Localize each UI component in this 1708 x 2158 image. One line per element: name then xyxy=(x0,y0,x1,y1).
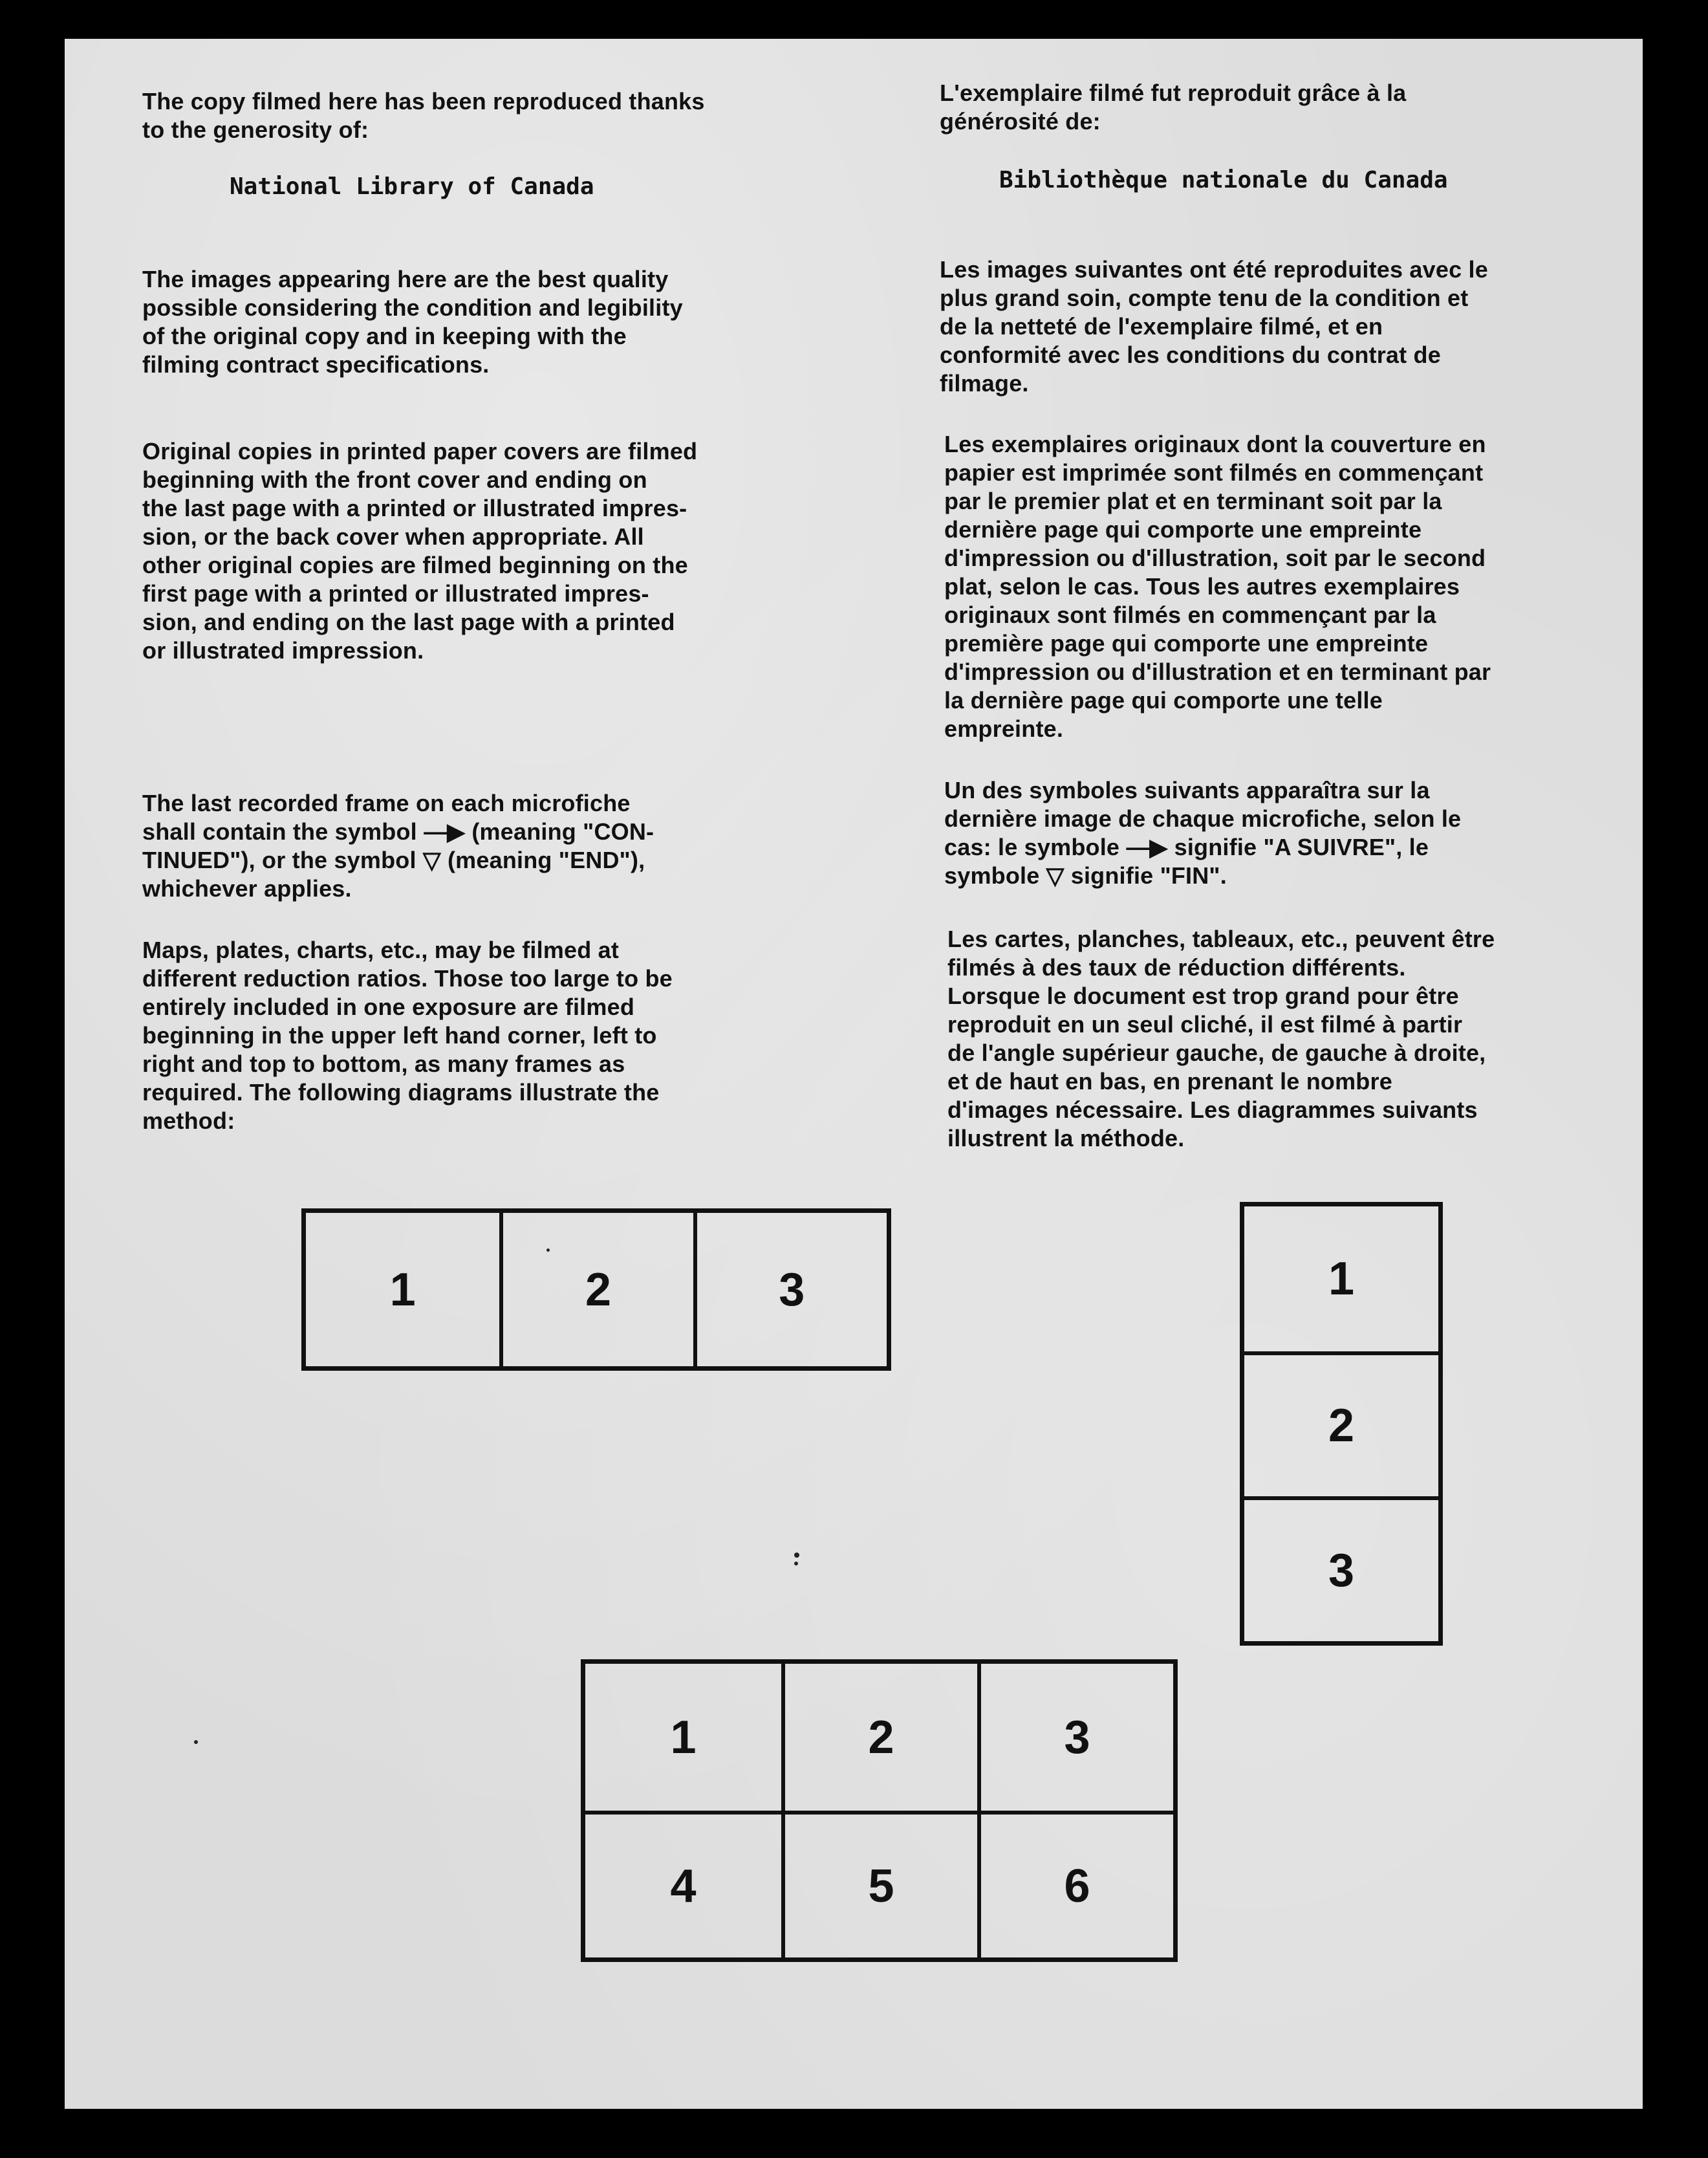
diagram-grid-frames xyxy=(581,1659,1178,1962)
right-institution: Bibliothèque nationale du Canada xyxy=(999,167,1448,193)
right-intro: L'exemplaire filmé fut reproduit grâce à la générosité de: xyxy=(940,80,1407,135)
left-institution: National Library of Canada xyxy=(230,173,594,200)
right-maps-paragraph: Les cartes, planches, tableaux, etc., peuvent être filmés à des taux de réduction différents. Lorsque le document est trop grand pour être reproduit en un seul cliché, il est filmé à partir de l'angle supérieur gauche, de gauche à droite, et de haut en bas, en prenant le nombre d'images nécessaire. Les diagrammes suivants illustrent la méthode. xyxy=(947,926,1495,1151)
dust-speck xyxy=(546,1248,550,1252)
frame-cell: 3 xyxy=(977,1664,1173,1811)
diagram-horizontal-frames xyxy=(301,1208,891,1371)
frame-cell: 1 xyxy=(389,1263,416,1316)
dust-speck xyxy=(194,1740,198,1744)
dust-speck xyxy=(794,1553,799,1558)
left-symbols-paragraph: The last recorded frame on each microfiche shall contain the symbol —▶ (meaning "CON- TINUED"), or the symbol ▽ (meaning "END"), whichever applies. xyxy=(142,790,654,902)
frame-cell: 1 xyxy=(1328,1253,1355,1305)
right-quality-paragraph: Les images suivantes ont été reproduites avec le plus grand soin, compte tenu de la condition et de la netteté de l'exemplaire filmé, et en conformité avec les conditions du contrat de filmage. xyxy=(940,256,1488,397)
dust-speck xyxy=(794,1562,798,1565)
diagram-vertical-frames xyxy=(1240,1202,1443,1646)
right-symbols-paragraph: Un des symboles suivants apparaîtra sur la dernière image de chaque microfiche, selon le cas: le symbole —▶ signifie "A SUIVRE", le symbole ▽ signifie "FIN". xyxy=(944,777,1462,889)
right-covers-paragraph: Les exemplaires originaux dont la couverture en papier est imprimée sont filmés en commençant par le premier plat et en terminant soit par la dernière page qui comporte une empreinte d'impression ou d'illustration, soit par le second plat, selon le cas. Tous les autres exemplaires originaux sont filmés en commençant par la première page qui comporte une empreinte d'impression ou d'illustration et en terminant par la dernière page qui comporte une telle empreinte. xyxy=(944,431,1491,742)
left-quality-paragraph: The images appearing here are the best quality possible considering the condition and legibility of the original copy and in keeping with the filming contract specifications. xyxy=(142,266,683,378)
frame-cell: 2 xyxy=(1244,1351,1438,1496)
left-maps-paragraph: Maps, plates, charts, etc., may be filmed at different reduction ratios. Those too large to be entirely included in one exposure are filmed beginning in the upper left hand corner, left to right and top to bottom, as many frames as required. The following diagrams illustrate the method: xyxy=(142,937,673,1134)
frame-cell: 3 xyxy=(693,1213,887,1366)
frame-cell: 3 xyxy=(1244,1496,1438,1641)
frame-cell: 5 xyxy=(781,1811,977,1957)
frame-cell: 6 xyxy=(977,1811,1173,1957)
frame-cell: 2 xyxy=(499,1213,693,1366)
frame-cell: 2 xyxy=(781,1664,977,1811)
left-intro: The copy filmed here has been reproduced thanks to the generosity of: xyxy=(142,88,705,143)
frame-cell: 1 xyxy=(670,1711,697,1763)
left-covers-paragraph: Original copies in printed paper covers are filmed beginning with the front cover and ending on the last page with a printed or illustrated impres- sion, or the back cover when appropriate. All other original copies are filmed beginning on the first page with a printed or illustrated impres- sion, and ending on the last page with a printed or illustrated impression. xyxy=(142,438,698,664)
frame-cell: 4 xyxy=(585,1811,781,1957)
